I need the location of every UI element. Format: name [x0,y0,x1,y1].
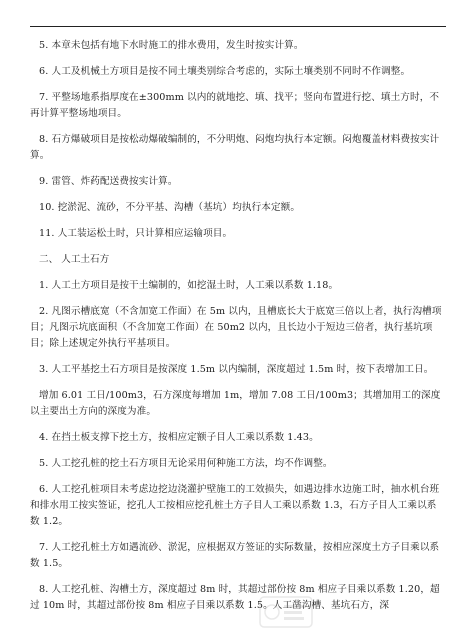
section-paragraph-6: 6. 人工挖孔桩项目未考虑边挖边浇灌护壁施工的工效损失，如遇边排水边施工时，抽水机台班和排水用工按实签证，挖孔人工按相应挖孔桩土方子目人工乘以系数 1.3，石方子目人工乘以系数 1.2。 [30,484,440,527]
watermark-logo [258,595,314,629]
section-heading: 二、 人工土石方 [39,254,110,265]
section-paragraph-2: 2. 凡图示槽底宽（不含加宽工作面）在 5m 以内，且槽底长大于底宽三倍以上者，执行沟槽项目；凡图示坑底面积（不含加宽工作面）在 50m2 以内，且长边小于短边三倍者，执行基坑项目；除上述规定外执行平基项目。 [30,306,442,349]
paragraph-8: 8. 石方爆破项目是按松动爆破编制的，不分明炮、闷炮均执行本定额。闷炮覆盖材料费按实计算。 [30,134,440,161]
paragraph-6: 6. 人工及机械土方项目是按不同土壤类别综合考虑的，实际土壤类别不同时不作调整。 [39,66,411,77]
paragraph-10: 10. 挖淤泥、流砂，不分平基、沟槽（基坑）均执行本定额。 [39,202,301,213]
paragraph-11: 11. 人工装运松土时，只计算相应运输项目。 [39,228,233,239]
section-paragraph-8: 8. 人工挖孔桩、沟槽土方，深度超过 8m 时，其超过部份按 8m 相应子目乘以系数 1.20，超过 10m 时，其超过部份按 8m 相应子目乘以系数 1.5。人工凿沟槽、基坑石方，深 [30,584,440,611]
paragraph-7: 7. 平整场地系指厚度在±300mm 以内的就地挖、填、找平；竖向布置进行挖、填土方时，不再计算平整场地项目。 [30,92,440,119]
paragraph-9: 9. 雷管、炸药配送费按实计算。 [39,176,178,187]
section-paragraph-5: 5. 人工挖孔桩的挖土石方项目无论采用何种施工方法，均不作调整。 [39,458,333,469]
section-paragraph-7: 7. 人工挖孔桩土方如遇流砂、淤泥，应根据双方签证的实际数量，按相应深度土方子目乘以系数 1.5。 [30,542,440,569]
paragraph-5: 5. 本章未包括有地下水时施工的排水费用，发生时按实计算。 [39,40,304,51]
section-paragraph-3: 3. 人工平基挖土石方项目是按深度 1.5m 以内编制，深度超过 1.5m 时，按下表增加工日。 [39,364,434,375]
section-paragraph-1: 1. 人工土方项目是按干土编制的，如挖湿土时，人工乘以系数 1.18。 [39,280,339,291]
document-body [30,38,446,624]
header-rule [30,26,446,27]
section-paragraph-4: 4. 在挡土板支撑下挖土方，按相应定额子目人工乘以系数 1.43。 [39,432,319,443]
section-paragraph-3-continued: 增加 6.01 工日/100m3，石方深度每增加 1m，增加 7.08 工日/100m3；其增加用工的深度以主要出土方向的深度为准。 [30,390,441,417]
